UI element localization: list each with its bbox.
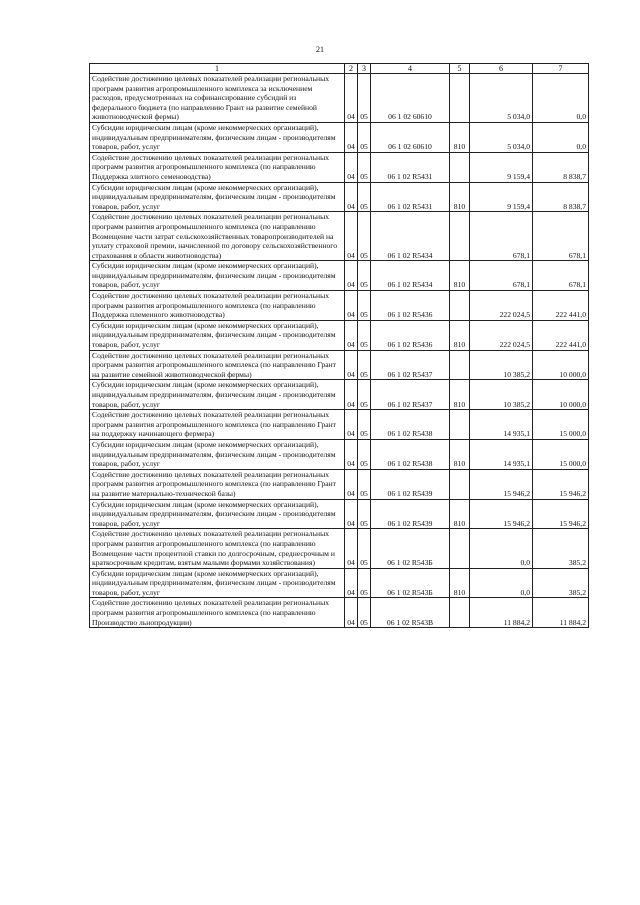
row-name: Содействие достижению целевых показателей реализации региональных программ развития агропромышленного комплекса (по направлению Грант на развитие семейной животноводческой фермы) xyxy=(90,350,345,380)
row-amount-1: 0,0 xyxy=(470,529,533,568)
row-subsection: 05 xyxy=(358,122,371,152)
row-expense-type: 810 xyxy=(450,568,470,598)
row-section: 04 xyxy=(345,320,358,350)
row-subsection: 05 xyxy=(358,380,371,410)
row-subsection: 05 xyxy=(358,291,371,321)
row-amount-2: 385,2 xyxy=(533,529,589,568)
row-subsection: 05 xyxy=(358,182,371,212)
row-amount-1: 14 935,1 xyxy=(470,439,533,469)
table-row xyxy=(90,568,589,598)
row-expense-type: 810 xyxy=(450,261,470,291)
row-target-code: 06 1 02 R5438 xyxy=(371,410,450,440)
table-row xyxy=(90,182,589,212)
row-target-code: 06 1 02 R5434 xyxy=(371,261,450,291)
header-col-6: 6 xyxy=(470,64,533,74)
row-expense-type: 810 xyxy=(450,439,470,469)
row-amount-2: 0,0 xyxy=(533,122,589,152)
row-amount-2: 15 946,2 xyxy=(533,469,589,499)
row-section: 04 xyxy=(345,261,358,291)
row-name: Субсидии юридическим лицам (кроме некоммерческих организаций), индивидуальным предпринимателям, физическим лицам - производителям товаров, работ, услуг xyxy=(90,122,345,152)
row-name: Содействие достижению целевых показателей реализации региональных программ развития агропромышленного комплекса (по направлению Грант на поддержку начинающего фермера) xyxy=(90,410,345,440)
row-name: Субсидии юридическим лицам (кроме некоммерческих организаций), индивидуальным предпринимателям, физическим лицам - производителям товаров, работ, услуг xyxy=(90,320,345,350)
row-expense-type xyxy=(450,291,470,321)
row-name: Содействие достижению целевых показателей реализации региональных программ развития агропромышленного комплекса (по направлению Возмещение части затрат сельскохозяйственных товаропроизводителей на уплату страховой премии, начисленной по договору сельскохозяйственного страхования в области животноводства) xyxy=(90,212,345,261)
row-amount-2: 15 000,0 xyxy=(533,410,589,440)
row-amount-2: 678,1 xyxy=(533,212,589,261)
budget-table xyxy=(89,63,589,628)
row-subsection: 05 xyxy=(358,152,371,182)
row-section: 04 xyxy=(345,529,358,568)
row-expense-type: 810 xyxy=(450,122,470,152)
table-row xyxy=(90,529,589,568)
row-subsection: 05 xyxy=(358,598,371,628)
row-target-code: 06 1 02 R5439 xyxy=(371,499,450,529)
row-target-code: 06 1 02 R5436 xyxy=(371,291,450,321)
row-section: 04 xyxy=(345,182,358,212)
row-expense-type xyxy=(450,350,470,380)
row-subsection: 05 xyxy=(358,529,371,568)
row-target-code: 06 1 02 R5431 xyxy=(371,152,450,182)
header-col-3: 3 xyxy=(358,64,371,74)
row-name: Субсидии юридическим лицам (кроме некоммерческих организаций), индивидуальным предпринимателям, физическим лицам - производителям товаров, работ, услуг xyxy=(90,499,345,529)
row-amount-2: 222 441,0 xyxy=(533,291,589,321)
row-section: 04 xyxy=(345,74,358,123)
row-amount-1: 222 024,5 xyxy=(470,320,533,350)
row-amount-1: 678,1 xyxy=(470,212,533,261)
row-amount-2: 10 000,0 xyxy=(533,380,589,410)
table-row xyxy=(90,350,589,380)
row-section: 04 xyxy=(345,380,358,410)
page-number: 21 xyxy=(316,45,324,54)
row-amount-1: 14 935,1 xyxy=(470,410,533,440)
row-name: Содействие достижению целевых показателей реализации региональных программ развития агропромышленного комплекса (по направлению Поддержка племенного животноводства) xyxy=(90,291,345,321)
row-name: Содействие достижению целевых показателей реализации региональных программ развития агропромышленного комплекса (по направлению Возмещение части процентной ставки по долгосрочным, среднесрочным и краткосрочным кредитам, взятым малыми формами хозяйствования) xyxy=(90,529,345,568)
row-name: Содействие достижению целевых показателей реализации региональных программ развития агропромышленного комплекса за исключением расходов, предусмотренных на софинансирование субсидий из федерального бюджета (по направлению Грант на развитие семейной животноводческой фермы) xyxy=(90,74,345,123)
table-row xyxy=(90,410,589,440)
row-section: 04 xyxy=(345,469,358,499)
row-amount-2: 0,0 xyxy=(533,74,589,123)
row-name: Содействие достижению целевых показателей реализации региональных программ развития агропромышленного комплекса (по направлению Поддержка элитного семеноводства) xyxy=(90,152,345,182)
row-target-code: 06 1 02 R543Б xyxy=(371,529,450,568)
row-expense-type xyxy=(450,410,470,440)
row-expense-type: 810 xyxy=(450,499,470,529)
table-body xyxy=(90,74,589,628)
row-amount-1: 10 385,2 xyxy=(470,380,533,410)
row-expense-type xyxy=(450,212,470,261)
row-amount-2: 385,2 xyxy=(533,568,589,598)
row-amount-1: 5 034,0 xyxy=(470,74,533,123)
row-subsection: 05 xyxy=(358,499,371,529)
row-amount-1: 10 385,2 xyxy=(470,350,533,380)
row-section: 04 xyxy=(345,439,358,469)
row-section: 04 xyxy=(345,152,358,182)
row-amount-1: 15 946,2 xyxy=(470,469,533,499)
row-amount-2: 11 884,2 xyxy=(533,598,589,628)
row-expense-type xyxy=(450,598,470,628)
row-target-code: 06 1 02 R5431 xyxy=(371,182,450,212)
row-section: 04 xyxy=(345,598,358,628)
header-col-2: 2 xyxy=(345,64,358,74)
row-name: Содействие достижению целевых показателей реализации региональных программ развития агропромышленного комплекса (по направлению Грант на развитие материально-технической базы) xyxy=(90,469,345,499)
table-row xyxy=(90,380,589,410)
row-section: 04 xyxy=(345,568,358,598)
row-name: Субсидии юридическим лицам (кроме некоммерческих организаций), индивидуальным предпринимателям, физическим лицам - производителям товаров, работ, услуг xyxy=(90,380,345,410)
table-row xyxy=(90,469,589,499)
table-row xyxy=(90,598,589,628)
table-row xyxy=(90,261,589,291)
row-target-code: 06 1 02 R543Б xyxy=(371,568,450,598)
row-target-code: 06 1 02 60610 xyxy=(371,122,450,152)
table-row xyxy=(90,74,589,123)
row-target-code: 06 1 02 60610 xyxy=(371,74,450,123)
header-col-1: 1 xyxy=(90,64,345,74)
row-target-code: 06 1 02 R5434 xyxy=(371,212,450,261)
row-amount-2: 8 838,7 xyxy=(533,152,589,182)
row-target-code: 06 1 02 R5439 xyxy=(371,469,450,499)
row-amount-2: 222 441,0 xyxy=(533,320,589,350)
row-target-code: 06 1 02 R5437 xyxy=(371,350,450,380)
row-target-code: 06 1 02 R5438 xyxy=(371,439,450,469)
row-name: Субсидии юридическим лицам (кроме некоммерческих организаций), индивидуальным предпринимателям, физическим лицам - производителям товаров, работ, услуг xyxy=(90,439,345,469)
row-expense-type xyxy=(450,152,470,182)
row-amount-1: 678,1 xyxy=(470,261,533,291)
row-section: 04 xyxy=(345,212,358,261)
row-subsection: 05 xyxy=(358,469,371,499)
row-section: 04 xyxy=(345,122,358,152)
table-row xyxy=(90,439,589,469)
row-expense-type: 810 xyxy=(450,380,470,410)
row-section: 04 xyxy=(345,410,358,440)
row-amount-2: 10 000,0 xyxy=(533,350,589,380)
row-amount-2: 678,1 xyxy=(533,261,589,291)
row-amount-2: 15 946,2 xyxy=(533,499,589,529)
table-row xyxy=(90,499,589,529)
row-subsection: 05 xyxy=(358,350,371,380)
row-subsection: 05 xyxy=(358,410,371,440)
row-amount-1: 0,0 xyxy=(470,568,533,598)
row-amount-1: 222 024,5 xyxy=(470,291,533,321)
table-row xyxy=(90,122,589,152)
row-expense-type: 810 xyxy=(450,182,470,212)
row-section: 04 xyxy=(345,499,358,529)
row-subsection: 05 xyxy=(358,439,371,469)
header-col-7: 7 xyxy=(533,64,589,74)
row-section: 04 xyxy=(345,291,358,321)
row-amount-2: 8 838,7 xyxy=(533,182,589,212)
row-amount-1: 11 884,2 xyxy=(470,598,533,628)
row-expense-type xyxy=(450,529,470,568)
header-col-5: 5 xyxy=(450,64,470,74)
row-amount-2: 15 000,0 xyxy=(533,439,589,469)
table-row xyxy=(90,152,589,182)
row-subsection: 05 xyxy=(358,568,371,598)
row-amount-1: 9 159,4 xyxy=(470,182,533,212)
row-name: Субсидии юридическим лицам (кроме некоммерческих организаций), индивидуальным предпринимателям, физическим лицам - производителям товаров, работ, услуг xyxy=(90,568,345,598)
row-name: Субсидии юридическим лицам (кроме некоммерческих организаций), индивидуальным предпринимателям, физическим лицам - производителям товаров, работ, услуг xyxy=(90,261,345,291)
row-amount-1: 15 946,2 xyxy=(470,499,533,529)
header-col-4: 4 xyxy=(371,64,450,74)
row-target-code: 06 1 02 R543В xyxy=(371,598,450,628)
row-amount-1: 5 034,0 xyxy=(470,122,533,152)
row-subsection: 05 xyxy=(358,320,371,350)
row-subsection: 05 xyxy=(358,212,371,261)
table-row xyxy=(90,291,589,321)
table-row xyxy=(90,212,589,261)
table-row xyxy=(90,320,589,350)
row-expense-type xyxy=(450,74,470,123)
row-expense-type: 810 xyxy=(450,320,470,350)
row-subsection: 05 xyxy=(358,74,371,123)
row-name: Содействие достижению целевых показателей реализации региональных программ развития агропромышленного комплекса (по направлению Производство льнопродукции) xyxy=(90,598,345,628)
row-section: 04 xyxy=(345,350,358,380)
row-target-code: 06 1 02 R5436 xyxy=(371,320,450,350)
row-amount-1: 9 159,4 xyxy=(470,152,533,182)
row-target-code: 06 1 02 R5437 xyxy=(371,380,450,410)
row-expense-type xyxy=(450,469,470,499)
table-header-row xyxy=(90,64,589,74)
row-subsection: 05 xyxy=(358,261,371,291)
row-name: Субсидии юридическим лицам (кроме некоммерческих организаций), индивидуальным предпринимателям, физическим лицам - производителям товаров, работ, услуг xyxy=(90,182,345,212)
